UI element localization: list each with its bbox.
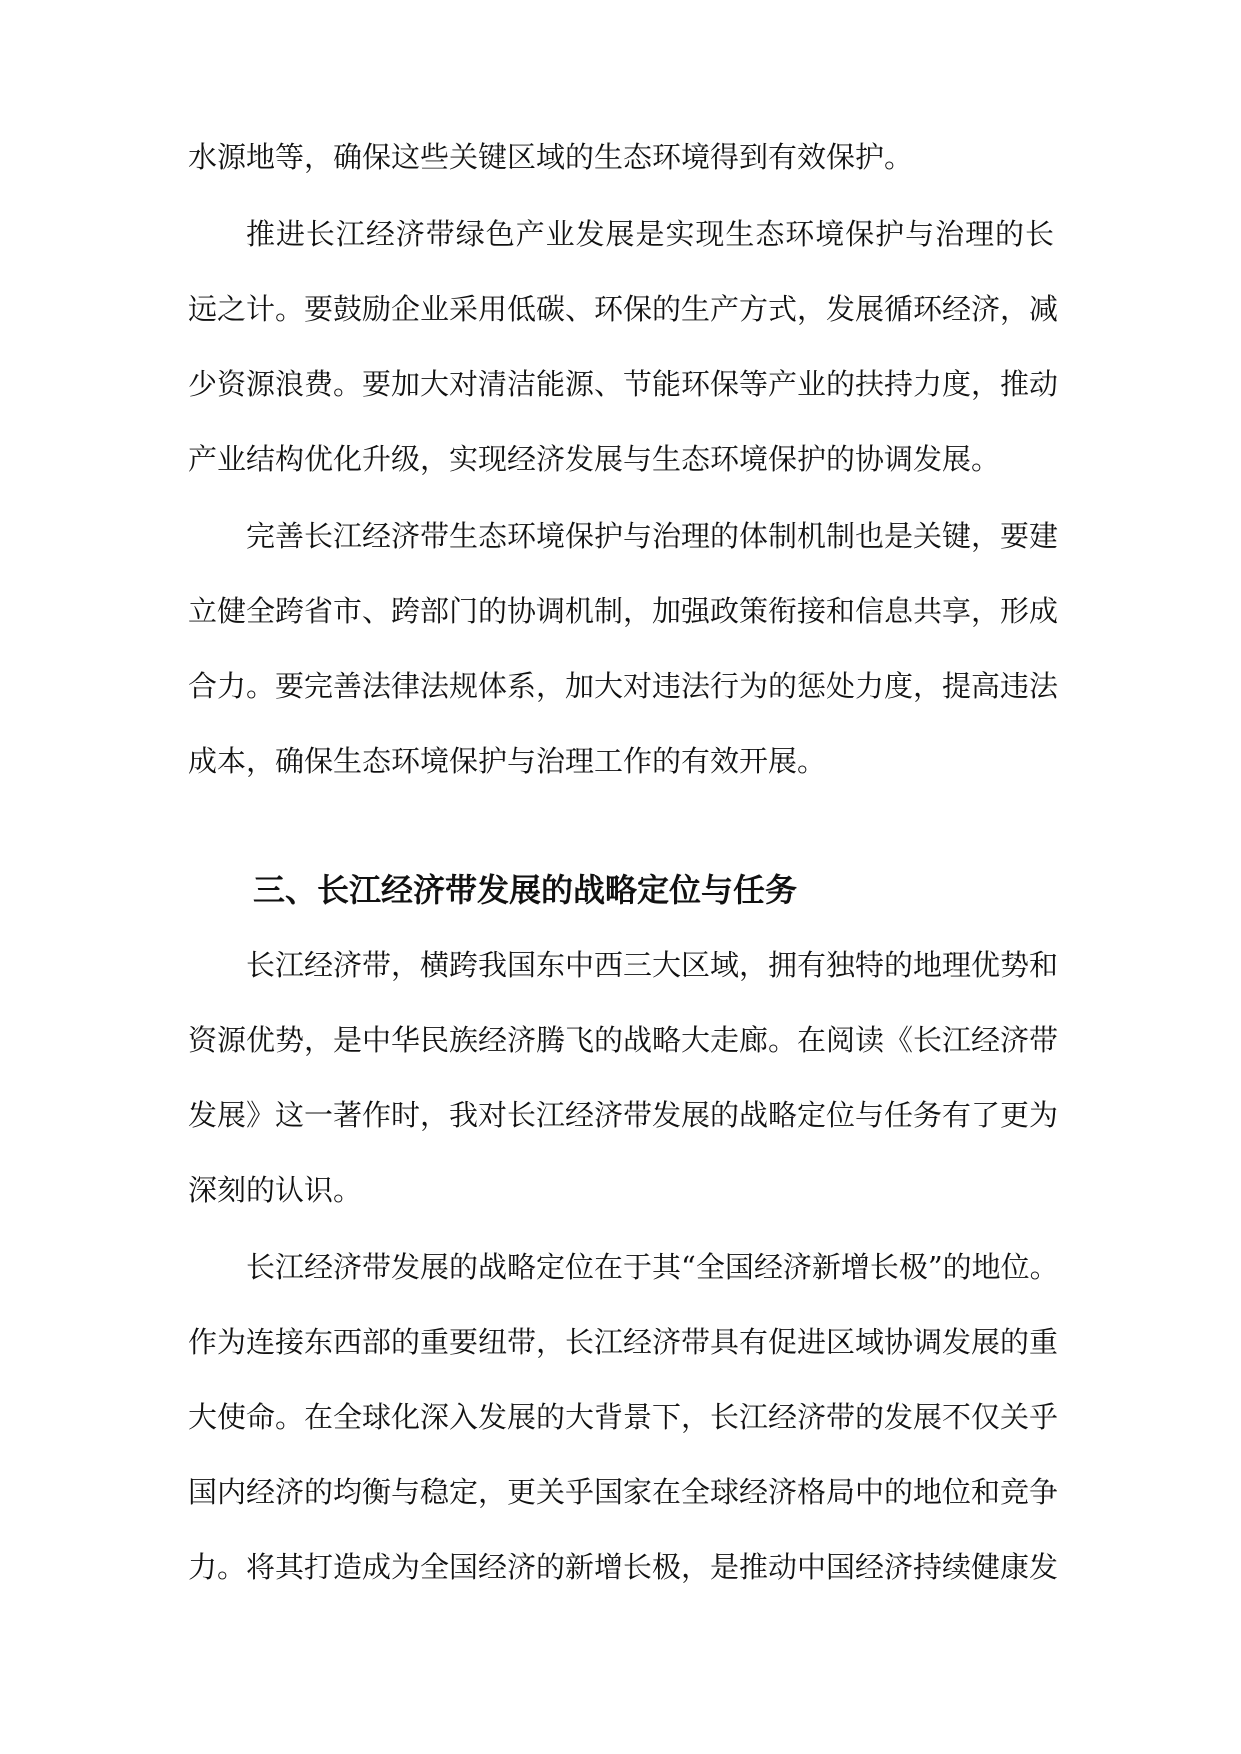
text-line: 大使命。在全球化深入发展的大背景下，长江经济带的发展不仅关乎: [188, 1400, 1059, 1434]
text-line: 推进长江经济带绿色产业发展是实现生态环境保护与治理的长: [246, 217, 1054, 251]
text-line: 立健全跨省市、跨部门的协调机制，加强政策衔接和信息共享，形成: [188, 594, 1059, 628]
text-line: 长江经济带发展的战略定位在于其“全国经济新增长极”的地位。: [246, 1250, 1059, 1284]
text-line: 国内经济的均衡与稳定，更关乎国家在全球经济格局中的地位和竞争: [188, 1475, 1059, 1509]
text-line: 资源优势，是中华民族经济腾飞的战略大走廊。在阅读《长江经济带: [188, 1023, 1059, 1057]
text-line: 远之计。要鼓励企业采用低碳、环保的生产方式，发展循环经济，减: [188, 292, 1059, 326]
text-line: 长江经济带，横跨我国东中西三大区域，拥有独特的地理优势和: [246, 948, 1059, 982]
text-line: 少资源浪费。要加大对清洁能源、节能环保等产业的扶持力度，推动: [188, 367, 1059, 401]
text-line: 深刻的认识。: [188, 1173, 363, 1207]
text-line: 完善长江经济带生态环境保护与治理的体制机制也是关键，要建: [246, 519, 1059, 553]
text-line: 产业结构优化升级，实现经济发展与生态环境保护的协调发展。: [188, 442, 1001, 476]
text-line: 力。将其打造成为全国经济的新增长极，是推动中国经济持续健康发: [188, 1550, 1059, 1584]
text-line: 发展》这一著作时，我对长江经济带发展的战略定位与任务有了更为: [188, 1098, 1059, 1132]
text-line: 作为连接东西部的重要纽带，长江经济带具有促进区域协调发展的重: [188, 1325, 1059, 1359]
text-line: 合力。要完善法律法规体系，加大对违法行为的惩处力度，提高违法: [188, 669, 1059, 703]
text-line: 水源地等，确保这些关键区域的生态环境得到有效保护。: [188, 140, 914, 174]
text-line: 成本，确保生态环境保护与治理工作的有效开展。: [188, 744, 827, 778]
section-heading: 三、长江经济带发展的战略定位与任务: [253, 871, 798, 909]
